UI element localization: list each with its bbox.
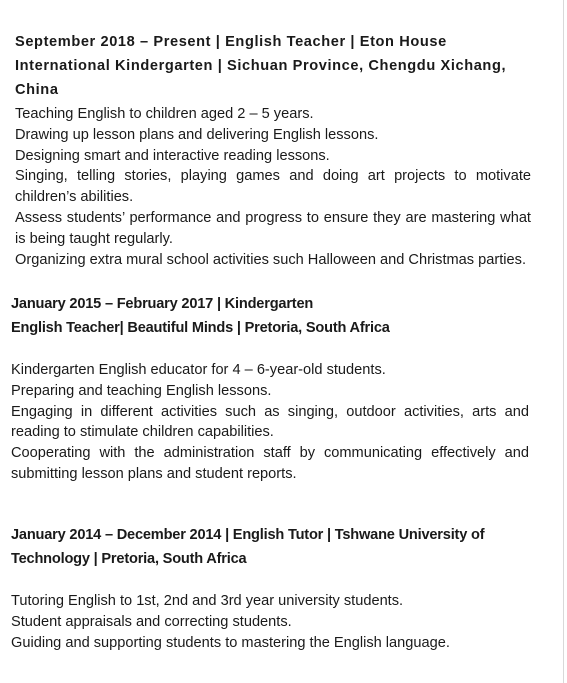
job-title-line: January 2014 – December 2014 | English Tutor | Tshwane University of	[11, 527, 485, 543]
duty-item: Guiding and supporting students to mastering the English language.	[11, 634, 450, 651]
duty-item: Designing smart and interactive reading lessons.	[15, 147, 330, 164]
job-entry-tshwane-university	[11, 523, 529, 653]
duty-item: Cooperating with the administration staff by communicating effectively and submitting lesson plans and student reports.	[11, 445, 529, 482]
duty-list	[15, 104, 531, 270]
duty-item: Organizing extra mural school activities such Halloween and Christmas parties.	[15, 251, 527, 268]
job-entry-beautiful-minds	[11, 292, 529, 485]
duty-item: Teaching English to children aged 2 – 5 years.	[15, 106, 314, 122]
duty-item: Singing, telling stories, playing games and doing art projects to motivate children’s abilities.	[15, 168, 531, 206]
duty-item: Drawing up lesson plans and delivering English lessons.	[15, 126, 379, 143]
duty-item: Preparing and teaching English lessons.	[11, 382, 272, 399]
job-entry-eton-house	[15, 30, 531, 270]
duty-item: Kindergarten English educator for 4 – 6-year-old students.	[11, 362, 386, 378]
duty-item: Student appraisals and correcting students.	[11, 613, 292, 630]
duty-list	[11, 360, 529, 485]
job-title-line: September 2018 – Present | English Teacher | Eton House	[15, 34, 447, 50]
duty-item: Engaging in different activities such as singing, outdoor activities, arts and reading to stimulate children capabilities.	[11, 403, 529, 441]
page-edge-divider	[563, 0, 564, 683]
job-title-line: China	[15, 82, 59, 98]
duty-list	[11, 591, 529, 653]
job-title	[11, 523, 529, 571]
job-title-line: January 2015 – February 2017 | Kindergarten	[11, 296, 314, 312]
job-title-line: Technology | Pretoria, South Africa	[11, 551, 247, 567]
job-title-line: English Teacher| Beautiful Minds | Pretoria, South Africa	[11, 320, 390, 336]
duty-item: Assess students’ performance and progress to ensure they are mastering what is being taught regularly.	[15, 209, 531, 247]
duty-item: Tutoring English to 1st, 2nd and 3rd year university students.	[11, 593, 404, 609]
job-title	[15, 30, 531, 102]
job-title	[11, 292, 529, 340]
job-title-line: International Kindergarten | Sichuan Province, Chengdu Xichang,	[15, 58, 507, 74]
